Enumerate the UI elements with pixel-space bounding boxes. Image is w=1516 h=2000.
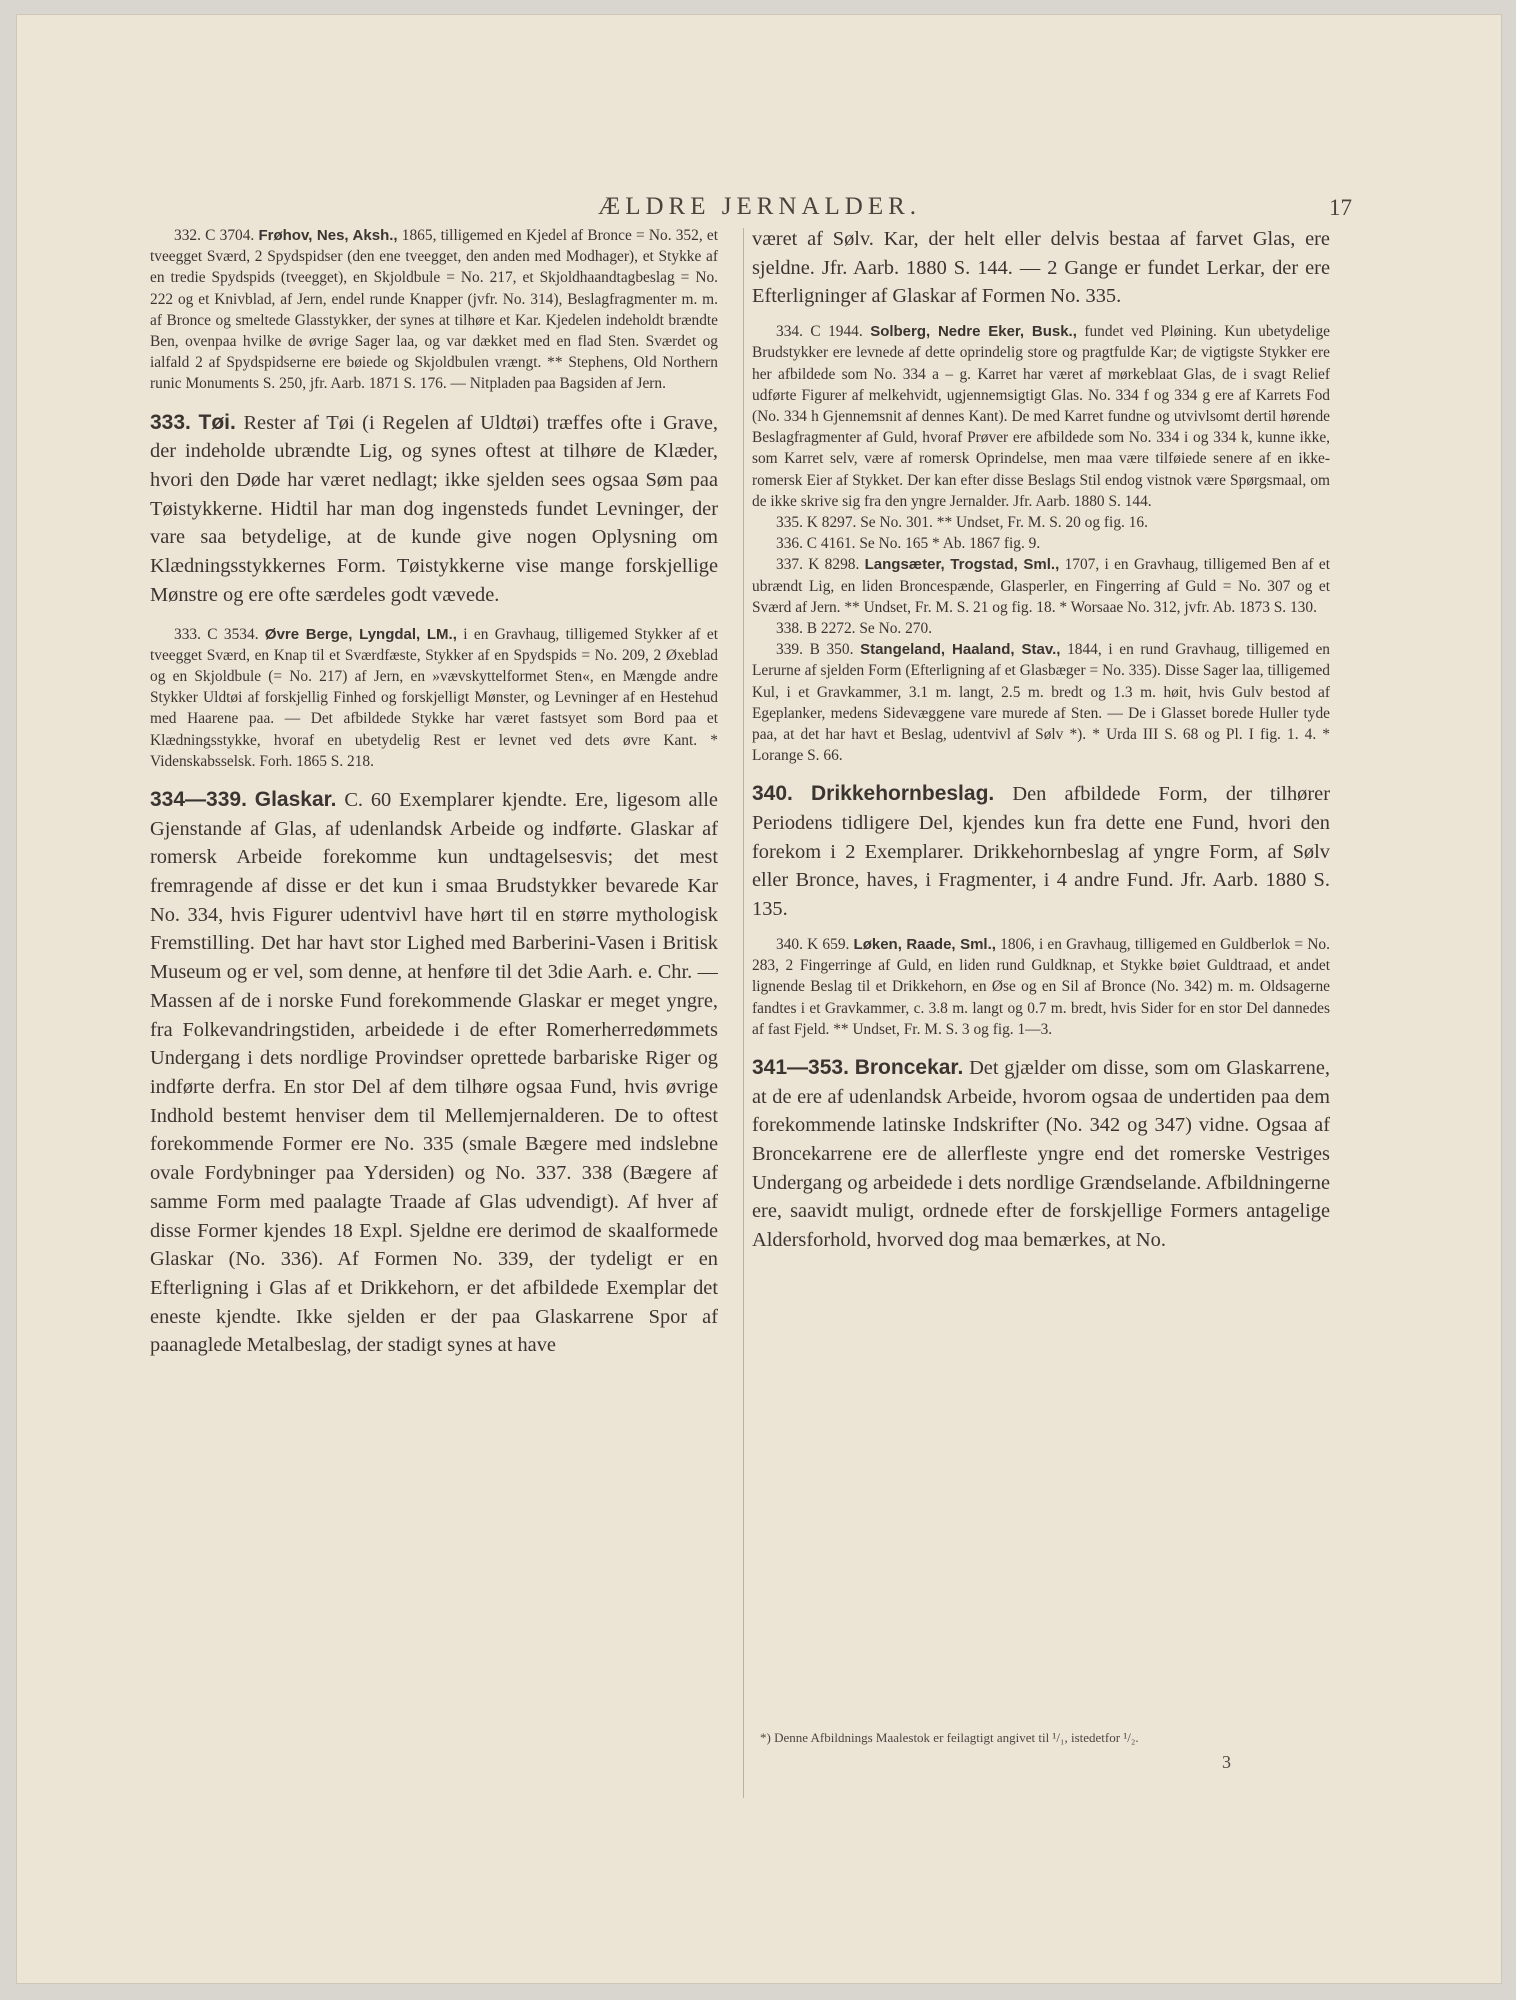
entry-333: 333. C 3534. Øvre Berge, Lyngdal, LM., i en Gravhaug, tilligemed Stykker af et tveegget Sværd, en Knap til et Sværdfæste, Stykker af en Spydspids = No. 209, 2 Øxeblad og en Skjoldbule (= No. 217) af Jern, en »vævskyttelformet Sten«, en Mængde andre Stykker Uldtøi af forskjellig Finhed og forskjelligt Mønster, og Levninger af en Hestehud med Haarene paa. — Det afbildede Stykke har været fastsyet som Bord paa et Klædningsstykke, hvoraf en ubetydelig Rest er levnet ved dets øvre Kant. * Videnskabsselsk. Forh. 1865 S. 218. <box>150 625 718 770</box>
entry-339: 339. B 350. Stangeland, Haaland, Stav., 1844, i en rund Gravhaug, tilligemed en Lerurne af sjelden Form (Efterligning af et Glasbæger = No. 335). Disse Sager laa, tilligemed Kul, i et Gravkammer, 3.1 m. langt, 2.5 m. bredt og 1.3 m. høit, hvis Gulv bestod af Egeplanker, medens Sidevæggene vare murede af Sten. — De i Glasset borede Huller tyde paa, at det har havt et Beslag, udentvivl af Sølv *). * Urda III S. 68 og Pl. I fig. 1. 4. * Lorange S. 66. <box>752 641 1330 765</box>
page-number: 17 <box>1329 195 1352 220</box>
entry-334: 334. C 1944. Solberg, Nedre Eker, Busk., fundet ved Pløining. Kun ubetydelige Brudstykker ere levnede af dette oprindelig store og pragtfulde Kar; de vigtigste Stykker ere her afbildede som No. 334 a – g. Karret har været af mørkeblaat Glas, de i svagt Relief udførte Figurer af melkehvidt, ugjennemsigtigt Glas. No. 334 f og 334 g ere af Karrets Fod (No. 334 h Gjennemsnit af dennes Kant). De med Karret fundne og utvivlsomt dertil hørende Beslagfragmenter af Guld, hvoraf Prøver ere afbildede som No. 334 i og 334 k, kunne ikke, som Karret selv, være af romersk Oprindelse, men maa være tilføiede senere af en ikke-romersk Eier af Stykket. Der kan efter disse Beslags Stil endog vistnok være Spørgsmaal, om de ikke skrive sig fra den yngre Jernalder. Jfr. Aarb. 1880 S. 144. <box>752 323 1330 510</box>
left-column <box>150 225 718 1805</box>
entry-340: 340. K 659. Løken, Raade, Sml., 1806, i en Gravhaug, tilligemed en Guldberlok = No. 283, 2 Fingerringe af Guld, en liden rund Guldknap, et Stykke bøiet Guldtraad, et andet lignende Beslag til et Drikkehorn, en Øse og en Sil af Bronce (No. 342) m. m. Oldsagerne fandtes i et Gravkammer, c. 3.8 m. langt og 0.7 m. bredt, hvis Sider for en stor Del dannedes af fast Fjeld. ** Undset, Fr. M. S. 3 og fig. 1—3. <box>752 935 1330 1038</box>
column-divider <box>743 228 744 1798</box>
section-340-heading: Drikkehornbeslag. <box>811 782 995 806</box>
section-334-339-glaskar: 334—339. Glaskar. C. 60 Exemplarer kjendte. Ere, ligesom alle Gjenstande af Glas, af udenlandsk Arbeide og indførte. Glaskar af romersk Arbeide forekomme kun undtagelsesvis; det mest fremragende af disse er det kun i smaa Brudstykker bevarede Kar No. 334, hvis Figurer udentvivl have hørt til en større mythologisk Fremstilling. Det har havt stor Lighed med Barberini-Vasen i Britisk Museum og er vel, som denne, at henføre til det 3die Aarh. e. Chr. — Massen af de i norske Fund forekommende Glaskar er meget yngre, fra Folkevandringstiden, arbeidede i de efter Romerherredømmets Undergang i dets nordlige Provindser oprettede barbariske Riger og indførte derfra. En stor Del af dem tilhøre ogsaa Fund, hvis øvrige Indhold bestemt henviser dem til Mellemjernalderen. De to oftest forekommende Former ere No. 335 (smale Bægere med indslebne ovale Fordybninger paa Ydersiden) og No. 337. 338 (Bægere af samme Form med paalagte Traade af Glas udvendigt). Af hver af disse Former kjendes 18 Expl. Sjeldne ere derimod de skaalformede Glaskar (No. 336). Af Formen No. 339, der tydeligt er en Efterligning i Glas af et Drikkehorn, er det afbildede Exemplar det eneste kjendte. Ikke sjelden er der paa Glaskarrene Spor af paanaglede Metalbeslag, der stadigt synes at have <box>150 787 718 1357</box>
entry-338: 338. B 2272. Se No. 270. <box>776 619 933 637</box>
section-333-toi: 333. Tøi. Rester af Tøi (i Regelen af Uldtøi) træffes ofte i Grave, der indeholde ubrændte Lig, og synes oftest at tilhøre de Klæder, hvori den Døde har været nedlagt; ikke sjelden sees ogsaa Søm paa Tøistykkerne. Hidtil har man dog ingensteds fundet Levninger, der vare saa betydelige, at de kunde give nogen Oplysning om Klædningsstykkernes Form. Tøistykkerne vise mange forskjellige Mønstre og ere ofte særdeles godt vævede. <box>150 410 718 606</box>
section-341-353-broncekar: 341—353. Broncekar. Det gjælder om disse, som om Glaskarrene, at de ere af udenlandsk Arbeide, hvorom ogsaa de undertiden paa dem forekommende latinske Indskrifter (No. 342 og 347) vidne. Ogsaa af Broncekarrene ere de allerfleste yngre end det romerske Vestriges Undergang og arbeidede i dets nordlige Grændselande. Afbildningerne ere, saavidt muligt, ordnede efter de forskjellige Formers antagelige Aldersforhold, hvorved dog maa bemærkes, at No. <box>752 1055 1330 1252</box>
entry-334-place: Solberg, Nedre Eker, Busk., <box>870 323 1077 341</box>
running-title: ÆLDRE JERNALDER. <box>597 193 922 220</box>
section-334-heading: Glaskar. <box>254 787 337 811</box>
entry-332: 332. C 3704. Frøhov, Nes, Aksh., 1865, tilligemed en Kjedel af Bronce = No. 352, et tveegget Sværd, 2 Spydspidser (den ene tveegget, den anden med Modhager), et Stykke af en tredie Spydspids (tveegget), en Skjoldbule = No. 217, et Skjoldhaandtagbeslag = No. 222 og et Knivblad, af Jern, endel runde Knapper (jvfr. No. 314), Beslagfragmenter m. m. af Bronce og smeltede Glasstykker, der synes at tilhøre et Kar. Kjedelen indeholdt brændte Ben, ovenpaa hvilke de øvrige Sager laa, og var dækket med en flad Sten. Sværdet og ialfald 2 af Spydspidserne ere bøiede og Skjoldbulen vrængt. ** Stephens, Old Northern runic Monuments S. 250, jfr. Aarb. 1871 S. 176. — Nitpladen paa Bagsiden af Jern. <box>150 227 718 393</box>
entry-335: 335. K 8297. Se No. 301. ** Undset, Fr. M. S. 20 og fig. 16. <box>776 513 1148 531</box>
entry-340-place: Løken, Raade, Sml., <box>853 935 996 953</box>
entry-336: 336. C 4161. Se No. 165 * Ab. 1867 fig. 9. <box>776 535 1041 553</box>
signature-mark: 3 <box>1222 1752 1231 1772</box>
section-333-heading: Tøi. <box>198 410 236 434</box>
right-column <box>752 225 1330 1805</box>
entry-337-place: Langsæter, Trogstad, Sml., <box>864 556 1060 574</box>
entry-333-place: Øvre Berge, Lyngdal, LM., <box>264 625 457 643</box>
entry-339-place: Stangeland, Haaland, Stav., <box>860 641 1061 659</box>
entry-332-place: Frøhov, Nes, Aksh., <box>258 227 398 244</box>
section-341-heading: Broncekar. <box>854 1055 964 1079</box>
continued-text: været af Sølv. Kar, der helt eller delvis bestaa af farvet Glas, ere sjeldne. Jfr. Aarb. 1880 S. 144. — 2 Gange er fundet Lerkar, der ere Efterligninger af Glaskar af Formen No. 335. <box>752 228 1330 308</box>
footnote: *) Denne Afbildnings Maalestok er feilagtigt angivet til ¹/₁, istedetfor ¹/₂. <box>760 1730 1139 1745</box>
section-340-drikkehornbeslag: 340. Drikkehornbeslag. Den afbildede Form, der tilhører Periodens tidligere Del, kjendes kun fra dette ene Fund, hvori den forekom i 2 Exemplarer. Drikkehornbeslag af yngre Form, af Sølv eller Bronce, haves, i Fragmenter, i 4 andre Fund. Jfr. Aarb. 1880 S. 135. <box>752 782 1330 921</box>
entry-337: 337. K 8298. Langsæter, Trogstad, Sml., 1707, i en Gravhaug, tilligemed Ben af et ubrændt Lig, en liden Broncespænde, Glasperler, en Fingerring af Guld = No. 307 og et Sværd af Jern. ** Undset, Fr. M. S. 21 og fig. 18. * Worsaae No. 312, jvfr. Ab. 1873 S. 130. <box>752 556 1330 616</box>
